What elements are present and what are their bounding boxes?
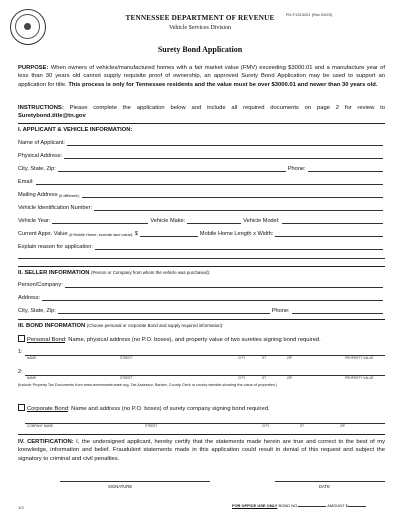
surety-2-line[interactable] [25, 375, 385, 376]
instructions-paragraph [18, 104, 385, 121]
instructions-email[interactable]: Suretybond.title@tn.gov [18, 113, 86, 120]
purpose-text: When owners of vehicles/manufactured homes with a fair market value (FMV) exceeding $3000.01 and a manufacture year of less than 30 years old cannot supply requisite proof of ownership, an approved Surety Bond Application may be used to support an application for title. [18, 65, 385, 88]
physical-address-label: Physical Address: [18, 153, 63, 159]
date-line[interactable] [275, 481, 385, 482]
make-label: Vehicle Make: [150, 218, 186, 224]
email-field[interactable] [18, 176, 385, 185]
section3-heading [18, 323, 223, 329]
personal-bond-text: : Name, physical address (no P.O. boxes), and property value of two sureties signing bond required. [65, 337, 321, 343]
property-tax-note: (Include Property Tax Documents from www.tennesseetrustee.org, Tax Assessor, Banker, County Clerk or county website showing the value of properties.) [18, 383, 278, 387]
city-label: City, State, Zip: [18, 166, 56, 172]
phone-label: Phone: [287, 166, 306, 172]
vin-label: Vehicle Identification Number: [18, 205, 93, 211]
purpose-paragraph [18, 64, 385, 89]
personal-bond-option[interactable] [18, 335, 321, 343]
seller-city-field[interactable] [18, 305, 385, 314]
certification-text: I, the undersigned applicant, hereby certify that the statements made herein are true and correct to the best of my knowledge, information and belief. Fraudulent statements made in this application could result in denial of this request and subject the signatory to criminal and civil penalties. [18, 439, 385, 462]
section1-heading [18, 127, 132, 133]
page-number: 1/3 [18, 505, 24, 510]
section-divider [18, 434, 385, 435]
corporate-bond-label: Corporate Bond [27, 406, 68, 412]
section2-heading [18, 270, 210, 276]
mailing-label: Mailing Address [18, 192, 58, 198]
bond-no-field[interactable] [298, 506, 326, 507]
corporate-line[interactable] [25, 423, 385, 424]
col-property-label: PROPERTY VALUE [345, 356, 374, 360]
col-name-label: NAME [27, 356, 37, 360]
col-street-label: STREET [120, 356, 133, 360]
reason-label: Explain reason for application: [18, 244, 93, 250]
mailing-address-field[interactable] [18, 189, 385, 198]
col-street-label: STREET [145, 424, 158, 428]
applicant-name-label: Name of Applicant: [18, 140, 65, 146]
physical-address-field[interactable] [18, 150, 385, 159]
signature-line[interactable] [60, 481, 210, 482]
col-st-label: ST [262, 376, 267, 380]
value-prefix: $ [134, 231, 138, 237]
value-row[interactable] [18, 228, 385, 237]
amount-field[interactable] [348, 506, 366, 507]
col-st-label: ST [300, 424, 305, 428]
model-label: Vehicle Model: [243, 218, 280, 224]
personal-bond-label: Personal Bond [27, 337, 66, 343]
certification-paragraph [18, 438, 385, 463]
surety-1-line[interactable] [25, 355, 385, 356]
section2-note: (Person or Company from whom the vehicle was purchased): [91, 270, 211, 275]
date-label: DATE [319, 484, 330, 489]
instructions-text: Please complete the application below and include all required documents on page 2 for review to [69, 105, 385, 111]
col-zip-label: ZIP [287, 356, 292, 360]
seller-address-label: Address: [18, 295, 41, 301]
seller-person-field[interactable] [18, 279, 385, 288]
col-city-label: CITY [262, 424, 270, 428]
form-number: RV-F1313201 (Rev.09/23) [286, 12, 333, 17]
seller-phone-label: Phone: [271, 308, 290, 314]
section1-heading-text: I. APPLICANT & VEHICLE INFORMATION: [18, 127, 133, 133]
seller-city-label: City, State, Zip: [18, 308, 56, 314]
col-zip-label: ZIP [340, 424, 345, 428]
purpose-bold-text: This process is only for Tennessee residents and the value must be over $3000.01 and newer than 30 years old. [68, 81, 378, 88]
col-st-label: ST [262, 356, 267, 360]
signature-label: SIGNATURE [108, 484, 133, 489]
section-divider [18, 266, 385, 267]
purpose-label: PURPOSE: [18, 65, 49, 71]
year-label: Vehicle Year: [18, 218, 51, 224]
value-label: Current Appx. Value [18, 231, 68, 237]
surety-1-number: 1: [18, 349, 23, 355]
col-name-label: NAME [27, 376, 37, 380]
personal-bond-checkbox[interactable] [18, 335, 25, 342]
email-label: Email: [18, 179, 34, 185]
section4-heading: IV. CERTIFICATION: [18, 439, 74, 445]
mobile-home-label: Mobile Home Length x Width: [199, 231, 274, 237]
office-use-label: FOR OFFICE USE ONLY [232, 503, 278, 508]
mailing-note: (if different): [59, 193, 80, 198]
col-property-label: PROPERTY VALUE [345, 376, 374, 380]
city-state-zip-field[interactable] [18, 163, 385, 172]
col-city-label: CITY [238, 376, 246, 380]
division-name: Vehicle Services Division [169, 25, 231, 31]
col-city-label: CITY [238, 356, 246, 360]
vehicle-details-row[interactable] [18, 215, 385, 224]
section3-heading-text: III. BOND INFORMATION [18, 323, 86, 329]
section-divider [18, 123, 385, 124]
section3-note: (Choose personal or corporate Bond and supply required information): [86, 323, 224, 328]
office-use-row [232, 503, 366, 508]
corporate-bond-option[interactable] [18, 404, 270, 412]
department-name: TENNESSEE DEPARTMENT OF REVENUE [125, 14, 275, 22]
value-note: (if Mobile Home, exclude land value): [69, 232, 134, 237]
vin-field[interactable] [18, 202, 385, 211]
amount-label: AMOUNT $ [327, 503, 348, 508]
surety-2-number: 2: [18, 369, 23, 375]
seller-person-label: Person/Company: [18, 282, 63, 288]
col-street-label: STREET [120, 376, 133, 380]
col-zip-label: ZIP [287, 376, 292, 380]
col-company-label: COMPANY NAME [27, 424, 53, 428]
applicant-name-field[interactable] [18, 137, 385, 146]
reason-field[interactable] [18, 241, 385, 250]
seller-address-field[interactable] [18, 292, 385, 301]
section2-heading-text: II. SELLER INFORMATION [18, 270, 90, 276]
bond-no-label: BOND NO. [278, 503, 299, 508]
corporate-bond-checkbox[interactable] [18, 404, 25, 411]
corporate-bond-text: : Name and address (no P.O. boxes) of surety company signing bond required. [67, 406, 270, 412]
instructions-label: INSTRUCTIONS: [18, 105, 64, 111]
document-title: Surety Bond Application [157, 45, 243, 54]
reason-extra-line[interactable] [18, 258, 385, 259]
section-divider [18, 319, 385, 320]
